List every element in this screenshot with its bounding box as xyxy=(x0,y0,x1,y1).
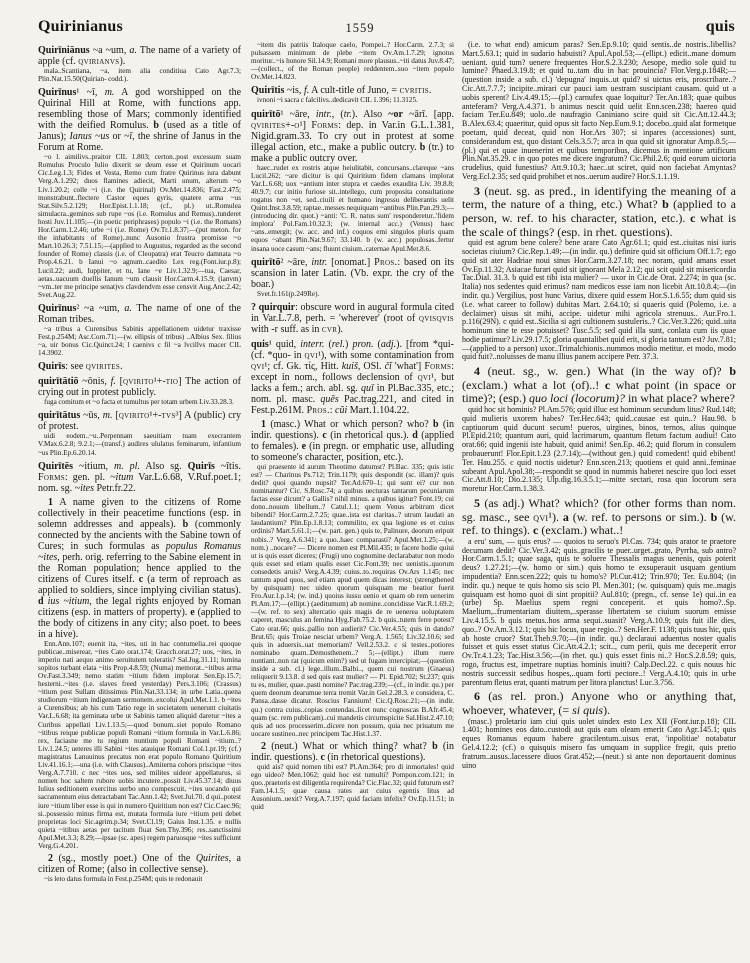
citation-block: ivnoni ~i sacra c falcilivs..dedicavit CIL 1.396; 11.3125. xyxy=(257,96,418,105)
citation-continuation: ~item dis patriis Italoque caelo, Pompei..? Hor.Carm. 2.7.3; si pulsassem minimum de plebe ~item Ov.Am.1.7.29; ignotus moritur..~is honore Sil.14.9; Romani more plausus..~iti datus Juv.8.47;—(collect., of the Roman people) reddentem..suo ~item populo Ov.Met.14.823. xyxy=(251,41,454,82)
column-1 xyxy=(38,41,241,961)
entry-quiritis: Quirītis ~is, f. A cult-title of Juno, = cvritis. xyxy=(251,85,432,97)
page-number: 1559 xyxy=(345,21,375,35)
sense-quirites-2: 2 (sg., mostly poet.) One of the Quirites, a citizen of Rome; (also in collective sense). xyxy=(38,853,241,876)
citation-block: uidi eodem..~u..Perpennam saeuitiam tuam execrantem V.Max.6.2.8; 9.2.1;—(transf.) audires ululatus feminarum, infantium ~us Plin.Ep.6.20.14. xyxy=(38,432,241,457)
entry-quirquir: ? quirquir: obscure word in augural formula cited in Var.L.7.8, perh. = 'wherever' (root of qvisqvis with -r suff. as in cvr). xyxy=(251,301,454,335)
citation-block: haec..rudet ex rostris atque heiulitabit, concursans..clareque ~ans Lucil.262; ~are dicitur is qui Quiritium fidem clamans implorat Var.L.6.68; uox ~antium inter stupra et caedes exaudita Liv. 39.8.8; 40.9.7; cur initio furiose sit..intellego, cum proposita consultatione rogatus non ~et, sed..ciuili et humano ingressu deliberantis uelit Quint.Inst.3.8.59; raptae..messes nequiquam ~antibus Plin.Pan.29.3;—(introducing dir. quot.) ~anti: 'C. R. natus sum' responderetur..'fidem implora' Pol.Fam.10.32.3; (w. internal acc.) (Venus) haec ~ans..emergit; (w. acc. and inf.) coquos emi singulos pluris quam equos ~abant Plin.Nat.9.67; 33.140. b (w. acc.) populosas..fertur insana uoce casum ~ans; fluunt ciuium..caternae Apul.Met.8.6. xyxy=(251,163,454,253)
citation-block: ~a tribus a Curensibus Sabinis appellationem uidetur traxisse Fest.p.254M; Asc.Corn.71;—(w. ellipsis of tribus) ..Albius Sex. filius ~a, uir bonus Cic.Quinct.24; l caenivs c fil ~a lvcillvs macer CIL 14.3902. xyxy=(38,324,241,358)
citation-block: Svet.fr.161(p.249Re). xyxy=(257,289,320,298)
sense-quis-1: 1 (masc.) What or which person? who? b (in indir. questions). c (in rhetorical qus.). d (applied to females). e (in pregn. or emphatic use, alluding to someone's character, position, etc.). xyxy=(251,418,454,463)
entry-quirito1: quirītō¹ ~āre, intr., (tr.). Also ~or ~ārī. [app. qvirites+-o¹] Forms: dep. in Var.in G.L.1.381, Nigid.gram.33. To cry out in protest at some illegal action, etc., make a public outcry. b (tr.) to make a public outcry over. xyxy=(251,108,454,164)
sense-quis-4: 4 (neut. sg., w. gen.) What (in the way of)? b (exclam.) what a lot (of)..! c what point (in space or time)?; (esp.) quo loci (locorum)? in what place? where? xyxy=(462,364,736,406)
sense-quis-5: 5 (as adj.) What? which? (for other forms than nom. sg. masc., see qvi¹). a (w. ref. to persons or sim.). b (w. ref. to things). c (exclam.) what..! xyxy=(462,496,736,538)
entry-quirito2: quirītō² ~āre, intr. [onomat.] Pros.: based on its scansion in later Latin. (Vb. expr. the cry of the boar.) xyxy=(251,256,454,290)
citation-block: (masc.) proletario iam ciui quis uolet uindex esto Lex XII (Font.iur.p.18); CIL 1.401; homines eos dato..custodi aut quis eam oleam emerit Cato Agr.145.1; quis eques Romanus equum habere gracilentum..uisus erat, 'inpolitiae' notabatur Gel.4.12.2; (cf.) o quisquis misero fas umquam in supplice fregit, quis pretio fratrum..ausus..lacessere diuos Grat.452;—(neut.) si ante non deportauerit dominus uino xyxy=(462,716,736,770)
entry-quis1: quis¹ quid, interr. (rel.) pron. (adj.). [from *qui- (cf. *quo- in qvi¹), with some contamination from qvi¹; cf. Gk. τίς, Hitt. kuiš, OSl. čĭ 'what'] Forms: except in nom., follows declension of qvi¹, but lacks a fem.; arch. abl. sg. quī in Pl.Bac.335, etc.; nom. pl. masc. quēs Pac.trag.221, and cited in Fest.p.261M. Pros.: cŭi Mart.1.104.22. xyxy=(251,338,454,416)
sense-quis-6: 6 (as rel. pron.) Anyone who or anything that, whoever, whatever, (= si quis). xyxy=(462,689,736,717)
sense-quirites-1: 1 A name given to the citizens of Rome collectively in their peacetime functions (esp. in solemn addresses and appeals). b (commonly connected by the ancients with the Sabine town of Cures; in such formulas as populus Romanus ~ites, perh. orig. referring to the Sabine element in the Roman population; hence applied to the citizens of Cures itself. c (a term of reproach as applied to soldiers, since implying civilian status). d ius ~itium, the legal rights enjoyed by Roman citizens (esp. in matters of property). e (applied to the body of citizens in any city; also poet. to bees in a hive). xyxy=(38,496,241,640)
entry-quirinus2: Quirīnus² ~a ~um, a. The name of one of the Roman tribes. xyxy=(38,302,241,325)
citation-continuation: (i.e. to what end) amicum paras? Sen.Ep.9.10; quid sentis..de nostris..libellis? Mart.5.63.1; quid in sudario habuisti? Apul.Apol.53;—(ellipt.) edicit..mane domum ueniant. quid tum? uenere frequentes Hor.S.2.3.230; Aesope, medio sole quid tu lumine? Phaed.3.19.8; et quid tu..tam diu in hac prouincia? Flor.Verg.p.184R;—(question inside a sub. cl.) 'depugna' inquis..ut quid? si uictus eris, proscribare..? Cic.Att.7.7.7; incipite..mirari cur pauci iam uestram suscipiant causam. quid ut a uobis sperent? Liv.4.49.15;—(pl.) carnufex quae loquitur? Ter.An.183; quae quibus anteferam? Verg.A.4.371. b animus nescit quid uelit Enn.scen.238; haereo quid faciam Ter.Eu.849; uolo..de naufragio Caniniano scire quid sit Cic.Att.12.44.3; B.Alex.63.4; quaeritur, quid opus sit facto Nep.Eum.9.1; docebo..quid alat formetque poetam, quid deceat, quid non Hor.Ars 307; si inpares (accessiones) sunt, considerandum est, quo distant Cels.3.5.7; arca in qua quid sit ignoratur Amp.8.5;—(pl.) qui et quae inuenerint et quibus temporibus, dicemus in mentione artificum Plin.Nat.35.29. c in quo potes me dicere ingratum? Cic.Phil.2.6; quid eorum uictoria crudelius, quid funestius? Att.9.10.3; haec..ut sciret, quid non faciebat Amyntas? Verg.Ecl.2.35; sed quid prohibet et nos..uerum audire? Hor.S.1.1.19. xyxy=(462,41,736,181)
column-2 xyxy=(251,41,454,961)
entry-quirites: Quirītēs ~itium, m. pl. Also sg. Quirīs ~ītis. Forms: gen. pl. ~itum Var.L.6.68, V.Ruf.poet.1; nom. sg. ~ites Petr.fr.22. xyxy=(38,460,241,494)
entry-quiritatus: quirītātus ~ūs, m. [qvirito¹+-tvs³] A (public) cry of protest. xyxy=(38,410,241,433)
citation-block: quid est agrum bene colere? bene arare Cato Agr.61.1; quid est..ciuitas nisi iuris societas ciuium? Cic.Rep.1.49;—(in indir. qu.) definire quid sit officium Off.1.7; ego quid sit ater Hadriae noui sinus Hor.Carm.3.27.18; nec noram, quid amans esset Ov.Ep.11.32; Asiacae furari quid sit ignorant Mela 2.12; qui scit quid sit misericordia Tac.Dial. 31.3. b quid est tibi ista mulier? — uxor in Cic.de Orat. 2.274; in qua (sc. Italia) nos sedentes quid erimus? nam medicos esse iam non licebit Att.10.8.4;—(in indir. qu.) Vergilius, post hunc Varius, dixere quid essem Hor.S.1.6.55; dum quid sis (i.e. what career to follow) dubitas Mart. 2.64.10; si quaeris quid (Polemo, i.e. a declaimer) uisus sit mihi, accipe. uidetur mihi agricola strenuus.. Aur.Fro.1. p.116(29N). c quid est..Sicilia si agri cultionem sustuleris..? Cic.Ver.3.226; quid..uita hominum sine te esse potuisset? Tusc.5.5; sed quid illa sunt, conlata cum iis quae hodie patimur? Liv.29.17.5; gloria quantalibet quid erit, si gloria tantum est? Juv.7.81;—(applied to a person) uxor..Trimalchionis..nummos modio metitur. et modo, modo quid fuit?..noluisses de manu illius panem accipere Petr. 37.3. xyxy=(462,238,736,362)
citation-block: qui praesente id aurum Theotimo datumst? Pl.Bac. 335; quis istic est? — Charinus Ps.712; Trin.1179; quis despondit (sc. illam)? quis dedit? quoi quando nupsit? Ter.Ad.670–1; qui sunt ei? cur non nominantur? Cic. S.Rosc.74; a quibus uecturas tantarum pecuniarum factas esse dicunt? a Gallis? nihil minus. a quibus igitur? Font.19; cui dono..nouum libellum..? Catul.1.1; quem Venus arbitrum dicet bibendi? Hor.Carm.2.7.25; quae..ista est claritas..? utrum laudati an laudantium? Plin.Ep.1.8.13; commilito, ex qua legione es et cuius ordinis? Mart.5.61.1;—(w. part. gen.) quis te, Palinure, deorum eripuit nobis..? Verg.A.6.341; a quo..haec comparasti? Apul.Met.1.25;—(w. nom.) ..nocare? — Dicere nomen est Pl.Mil.435; te facere hodie quiui ut is quis esset diceres; (Frugi) uno cognomine declarabatur non modo quis esset sed etiam qualis esset Cic.Font.39; nec uenistis..quorum consedetis aruis? Verg.A.4.39; cuius..to..requiras Ov.Ars 1.145; nec tantum apud quos, sed etiam apud quem dicas interest; (strengthened by quisquam) nec uideo quorum quisquam me beatior fuerit Fro.Aur.1.p.14; (w. ind.) quoius iussu uenio et quam ob rem uenerim Pl.Am.17;—(ellipt.) (aeditumum) ab nomine..concidisse Var.R.1.69.2;—(w. ref. to sex) altercatio quis magis de re uenerea uoluptatem caperet, masculus an femina Hyg.Fab.75.2. b quis..tutem ferre potest? Cato orat.66; quis..pallio non audierit? Cic.Ver.4.55; quis in dando? Brut.65; quis Troiae nesciat urbem? Verg.A. 1.565; Liv.32.10.6; sed quis in aduersis..uat memoriam? Vell.2.53.2. c si testes..potiores nominabo quam..Demosthenem..? 5;—(ellipt.) illum ruere nuntiant..non rat (quicum enim?) sed ut fugam intercipiat;—(question inside a sub. cl.) lege..illum..Balbi.., quem cui nostrum (Gnaeus) reliquerit 9.13.8. d sed quis east mulier? — Pl. Epid.702; St.237; quis tu es, mulier, quae..pasti nomine? Pac.trag.239;—(cf., in indir. qu.) per quem deorum dearumue terra tremit Var.in Gel.2.28.3. e considera, C. Pansa..dasse dicatur. Roscius Fannium! Cic.Q.Rosc.21;—(in indir. qu.) contra cuius..copias contendas..licet nunc cognoscas B.Afr.45.4; quam (sc. rem publicam)..cui mandetis circumspicite Sal.Hist.2.47.10; quis ad uos processerim..dicere non possum, quia nec priuatum me uocare sustineo..nec principem Tac.Hist.1.37. xyxy=(251,462,454,738)
guide-word-right: quis xyxy=(705,18,735,35)
sense-quis-2: 2 (neut.) What or which thing? what? b (in indir. questions). c (in rhetorical questions). xyxy=(251,740,454,763)
entry-quirinus1: Quirīnus¹ ~ī, m. A god worshipped on the Quirinal Hill at Rome, with functions app. resembling those of Mars; commonly identified with the deified Romulus. b (used as a title of Janus); Ianus ~us or ~ī, the shrine of Janus in the Forum at Rome. xyxy=(38,87,241,154)
entry-quiritatio: quirītātiō ~ōnis, f. [qvirito¹+-tio] The action of crying out in protest publicly. xyxy=(38,376,241,399)
citation-block: quid ais? quid nomen tibi est? Pl.Am.364; pro di inmortales! quid ego uideo? Men.1062; quid hoc est tumulti? Pompon.com.121; in quo..praetoris est diligentia requirenda? Cic.Flac.32; quid futurum est? Fam.14.1.5; quae causa rates aut cuius egentis litus ad Ausonium..uexit? Verg.A.7.197; quid faciam infelix? Ov.Ep.11.51; in quid xyxy=(251,762,454,812)
citation-block: Enn.Ann.107; euenit ita, ~ites, uti in hac contumelia..rei quoque publicae..miserear, ~ites Cato orat.174; Gracch.orat.27; uos, ~ites, in imperio nati aequo animo seruitutem toleratis? Sal.Jug.31.11; lumina sopitos turbant elata ~itis Prop.4.8.59; (Numa) memorat..~itibus arma Ov.Fast.3.349; nemo statim ~itium fidem implorat Sen.Ep.15.7; hesterni..~ites (i.e. slaves freed yesterday) Pers.3.106; (Crassus) ~itium post Sullam ditissimus Plin.Nat.33.134; in urbe Latia..quena studiorum ~itium indigenam sermonem..excolui Apul.Met.1.1. b ~ites a Curensibus; ab his cum Tatio rege in societatem uenerunt ciuitatis Var.L.6.68; ita geminata urbe ut Sabinis tamen aliquid daretur ~ites a Curibus appellati Liv.1.13.5;—quod bonum..siet populo Romano ~itibus reique publicae populi Romani ~itium formula in Var.L.6.86; rex, faciasne me tu regium nuntium populi Romani ~itium..? Liv.1.24.5; ueteres illi Sabini ~ites atauique Romani Col.1.pr.19; (cf.) magistratus Lanuuinus precatus non erat populo Romano Quiritium Liv.41.16.1;—una (i.e. with Clausus)..Amiterna cohors priscique ~ites Verg.A.7.710. c nec ~ites uos, sed milites uideor appellaturus, si nomen hoc saltem rubore uobis incutere..possit Liv.45.37.14; diuus Iulius seditionem exercitus uerbo uno compescuit, ~ites uocando qui sacramentum eius detractabant Tac.Ann.1.42; Svet.Jul.70. d qui..potest iure ~itium liber esse is qui in numero Quiritium non est? Cic.Caec.96; si..possessio minus firma est, mutata formula iure ~itium peti debet proprietas loci Sic.agrim.p.34; Svet.Cl.19; Gaius Inst.1.35. e nullis quieta ~itibus aetas per tacitum fluat Sen.Thy.396; res..sanctissimi Apul.Met.3.3; 8.29;—ipsae (sc. apes) regem paruosque ~ites sufficiunt Verg.G.4.201. xyxy=(38,639,241,850)
entry-quirinianus: Quirīniānus ~a ~um, a. The name of a variety of apple (cf. qvirianvs). xyxy=(38,45,241,67)
entry-quiris: Quirīs: see qvirites. xyxy=(38,361,123,373)
guide-word-left: Quirinianus xyxy=(38,18,123,35)
citation-block: ~o l. aimilivs..praitor CIL 1.803; certon..post excessum suam Romulus Proculo Iulio dixerit se deum esse et Quirinum uocari Cic.Leg.1.3; Fides et Vesta, Remo cum fratre Quirinus iura dabunt Verg.A.1.292; duos flamines adiecit, Marti unum, alterum ~o Liv.1.20.2; colle ~i (i.e. the Quirinal) Ov.Met.14.836; Fast.2.475; monstrabunt..flectere Castor eques gyris, quatere arma ~us Stat.Silv.5.2.129; Hor.Epist.1.1.18; (cf., pl.) ut..Romulea simulacra..geminos sub rupe ~os (i.e. Romulus and Remus)..tunderet hosti Juv.11.105;—(in poetic periphrases) populo ~i (i.e. the Romans) Hor.Carm.1.2.46; urbe ~i (i.e. Rome) Ov.Tr.1.8.37;—(put meton. for the inhabitants of Rome)..nunc Ausonio frustra promisse ~o Mart.10.26.3; 7.51.15;—(applied to Augustus, regarded as the second founder of Rome) classis (i.e. of Cleopatra) erat Teucro damnata ~o Prop.4.6.21. b Ianui ~o agnum..caedito Lex reg.(Font.iur.p.8); Lucil.22; audi, Iuppiter, et tu, Iane ~e Liv.1.32.9;—tua, Caesar, aetas..uacuum duellis Ianum ~um clausit Hor.Carm.4.15.9; (ianvm) ~vm..ter me principe senat)vs clavdendvm esse censvit Aug.Anc.2.42; Svet.Aug.22. xyxy=(38,153,241,299)
citation-block: fuga comitum et ~o facta et tumultus per totam urbem Liv.33.28.3. xyxy=(44,398,234,407)
column-3 xyxy=(462,41,736,961)
citation-block: ~is leto datus formula in Fest.p.254M; quis te redonauit xyxy=(44,875,203,884)
citation-block: a eru' sum, — quis erus? — quoios tu seruo's Pl.Cas. 734; quis arator te praetore decumam dedit? Cic.Ver.3.42; quis..gracilis te puer..urget..grato, Pyrrha, sub antro? Hor.Carm.1.5.1; quae saga, quis te soluere Thessalis magus uenenis, quis poterit deus? 1.27.21;—(w. homo or sim.) quis homo te exsuperauit usquam gentium impudentia? Enn.scen.222; quis tu homo's? Pl.Cur.412; Trin.970; Ter. Eu.804; (in indir. qu.) neque te quis homo sis scio Pl. Men.301; (w. quisquam) quis me..magis quisquam est homo quoi di sint propitii? Aul.810; (pregn., cf. sense 1e) qui..in ea (urbe) Sp. Maelius spem regni conceperit. et quis homo?..Sp. Maelium,..frumentariam diuitem,..sperasse libertatem se ciuium suorum emisse Liv.4.15.5. b quis metus..hos arma sequi..suasit? Verg.A.10.9; quis fuit ille dies, quo..? Ov.Am.3.12.1; quis hic locus, quae regio..? Sen.Her.F. 1138; quis tuus hic, quis ab hoste cruor? Stat.Theb.9.70;—(in indir. qu.) declaraui aduentus noster qualis fuisset et quis esset status Cic.Att.4.2.1; scit.., cum perii, quis me deceperit error Ov.Tr.4.1.23; Tac.Hist.3.56;—(in rhet. qu.) quis esset finis ni..? Hor.S.2.8.59; quis, rogo, fructus est, impetrare nuptias hominis inuiti? Calp.Decl.22. c quis nouus hic nostris successit sedibus hospes,..quam forti pectore..! Verg.A.4.10; quis in urbe parentum fletus erat, quanti matrum per litora planctus! Luc.3.756. xyxy=(462,536,736,687)
sense-quis-3: 3 (neut. sg. as pred., in identifying the meaning of a term, the nature of a thing, etc.) What? b (applied to a person, w. ref. to his character, station, etc.). c what is the scale of things? (esp. in rhet. questions). xyxy=(462,183,736,239)
citation-block: mala..Scantiana, ~a, item alia conditiua Cato Agr.7.3; Plin.Nat.15.50(Quirian- codd.). xyxy=(38,67,241,84)
citation-block: quid hoc sit hominis? Pl.Am.576; quid illuc est hominum secundum litus? Rud.148; quid mulieris uxorem habes? Ter.Hec.643; quid..causae est quin..? Hau.98. b captiuorum quid ducunt secum! pueros, uirgines, binos, ternos, alius quinque Pl.Epid.210; quantum auri, quid lacrimarum, quantum fletum factum audiui! Cato orat.66; quid ingenii iste habuit, quid animi! Sen.Ep. 46.2; quid florum in consulem probauerunt! Flor.Epit.1.23 (2.7.14);—(without gen.) quid comedent! quid ebibent! Ter. Hau.255. c quid noctis uidetur? Enn.scen.213; quotiens et quid anni..feminae subeant Apul.Apol.38;—respondit se quod in nummis haberet nescire quo loci esset Cic.Att.8.10; Dio.2.135; Ulp.dig.16.3.5.1;—mitte sectari, rosa quo locorum sera moretur Hor.Carm.1.38.3. xyxy=(462,405,736,494)
